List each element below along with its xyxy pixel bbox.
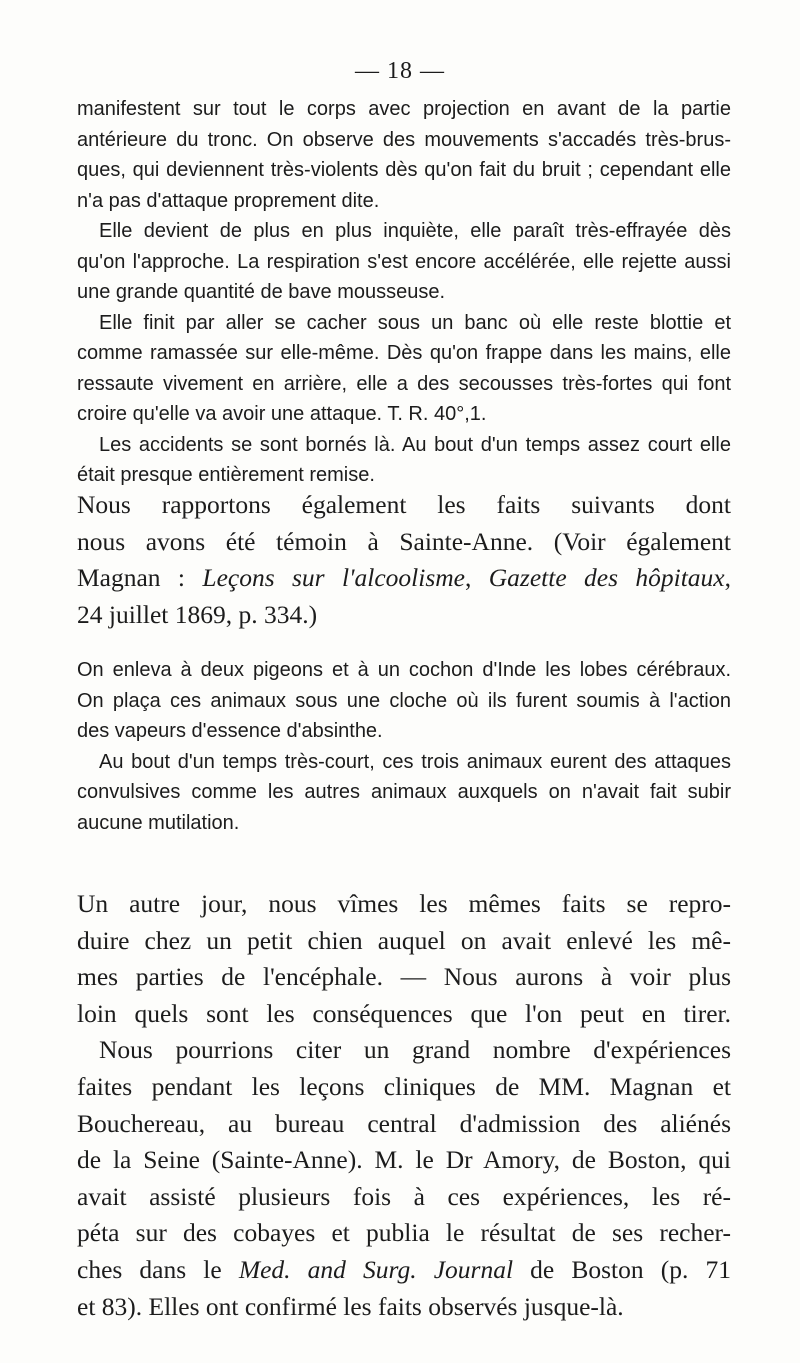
text-line: ques, qui deviennent très-violents dès qu'on fait du bruit ; cependant elle xyxy=(77,159,731,181)
text-line: Au bout d'un temps très-court, ces trois animaux eurent des attaques xyxy=(99,750,731,773)
text-line: manifestent sur tout le corps avec projection en avant de la partie xyxy=(77,98,731,120)
text-line: et 83). Elles ont confirmé les faits observés jusque-là. xyxy=(77,1291,624,1321)
citation-author: Magnan : xyxy=(77,563,203,593)
text-line: On enleva à deux pigeons et à un cochon d'Inde les lobes cérébraux. xyxy=(77,659,731,681)
text-line: était presque entièrement remise. xyxy=(77,464,375,486)
text-line: une grande quantité de bave mousseuse. xyxy=(77,281,446,303)
observation-paragraphs xyxy=(77,94,731,491)
citation-lead: ches dans le xyxy=(77,1254,239,1284)
text-line: On plaça ces animaux sous une cloche où ils furent soumis à l'action xyxy=(77,689,731,712)
text-line: nous avons été témoin à Sainte-Anne. (Voir également xyxy=(77,526,731,556)
text-line: avait assisté plusieurs fois à ces expériences, les ré- xyxy=(77,1181,731,1211)
text-line: des vapeurs d'essence d'absinthe. xyxy=(77,720,383,742)
page-number: — 18 — xyxy=(355,58,445,84)
text-line: mes parties de l'encéphale. — Nous aurons à voir plus xyxy=(77,962,731,992)
text-line: 24 juillet 1869, p. 334.) xyxy=(77,599,318,629)
citation-journal: Gazette des hôpitaux xyxy=(488,563,725,593)
citation-title: Leçons sur l'alcoolisme xyxy=(202,563,465,593)
text-line: n'a pas d'attaque proprement dite. xyxy=(77,189,380,212)
main-paragraph-2 xyxy=(77,886,731,1325)
text-line: croire qu'elle va avoir une attaque. T. R. 40°,1. xyxy=(77,403,487,425)
text-line-with-citation xyxy=(77,1252,731,1289)
text-line: comme ramassée sur elle-même. Dès qu'on frappe dans les mains, elle xyxy=(77,342,731,364)
text-line: duire chez un petit chien auquel on avait enlevé les mê- xyxy=(77,925,731,955)
text-line: qu'on l'approche. La respiration s'est encore accélérée, elle rejette aussi xyxy=(77,250,731,273)
citation-separator: , xyxy=(465,563,489,593)
text-line: faites pendant les leçons cliniques de MM. Magnan et xyxy=(77,1071,731,1101)
text-line: péta sur des cobayes et publia le résultat de ses recher- xyxy=(77,1218,731,1248)
text-line: Un autre jour, nous vîmes les mêmes faits se repro- xyxy=(77,889,731,918)
text-line-with-citation xyxy=(77,560,731,597)
text-line: Elle finit par aller se cacher sous un banc où elle reste blottie et xyxy=(99,311,731,334)
text-line: loin quels sont les conséquences que l'on peut en tirer. xyxy=(77,998,731,1028)
text-line: convulsives comme les autres animaux auxquels on n'avait fait subir xyxy=(77,781,731,803)
text-line: Nous pourrions citer un grand nombre d'expériences xyxy=(99,1035,731,1065)
text-line: Les accidents se sont bornés là. Au bout d'un temps assez court elle xyxy=(99,433,731,456)
text-line: de la Seine (Sainte-Anne). M. le Dr Amory, de Boston, qui xyxy=(77,1145,731,1175)
text-line: aucune mutilation. xyxy=(77,811,240,834)
text-line: Elle devient de plus en plus inquiète, elle paraît très-effrayée dès xyxy=(99,220,731,242)
citation-comma: , xyxy=(724,563,731,593)
text-line: antérieure du tronc. On observe des mouvements s'accadés très-brus- xyxy=(77,128,731,151)
experiment-paragraphs xyxy=(77,655,731,838)
text-line: Bouchereau, au bureau central d'admission des aliénés xyxy=(77,1108,731,1138)
main-paragraph-1 xyxy=(77,487,731,633)
text-line: Nous rapportons également les faits suivants dont xyxy=(77,490,731,519)
text-line: ressaute vivement en arrière, elle a des secousses très-fortes qui font xyxy=(77,372,731,395)
citation-journal: Med. and Surg. Journal xyxy=(238,1254,514,1284)
citation-tail: de Boston (p. 71 xyxy=(513,1254,731,1284)
